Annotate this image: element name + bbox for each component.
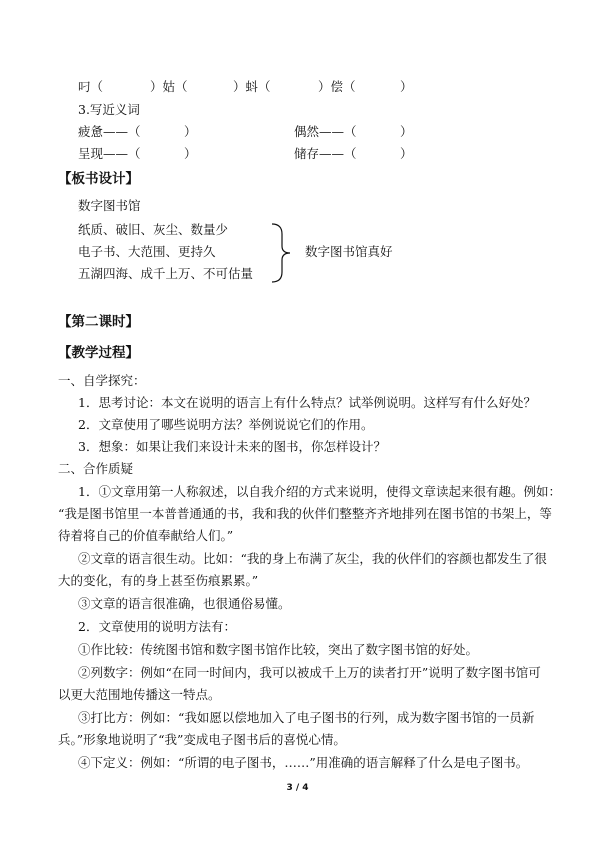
part2-para-line: 兵。”形象地说明了“我”变成电子图书后的喜悦心情。: [58, 732, 346, 747]
part2-para-line: ③文章的语言很准确，也很通俗易懂。: [78, 596, 291, 611]
fill-item-1: 叼（: [78, 79, 104, 94]
board-title: 数字图书馆: [78, 198, 141, 213]
synonym-right-word: 储存——（: [294, 146, 357, 161]
synonym-right-word: 偶然——（: [294, 124, 357, 139]
part2-para-line: “我是图书馆里一本普普通通的书，我和我的伙伴们整整齐齐地排列在图书馆的书架上，等: [58, 506, 552, 521]
board-design-heading: 【板书设计】: [58, 171, 139, 187]
part2-para-line: 1．①文章用第一人称叙述，以自我介绍的方式来说明，使得文章读起来很有趣。例如：: [78, 484, 561, 499]
curly-brace-icon: [268, 222, 298, 284]
board-line-2: 电子书、大范围、更持久: [78, 244, 216, 259]
part2-para-line: 大的变化，有的身上甚至伤痕累累。”: [58, 573, 259, 588]
synonym-right-close: ）: [400, 146, 413, 161]
teaching-process-heading: 【教学过程】: [58, 345, 139, 361]
part1-item-3: 3．想象：如果让我们来设计未来的图书，你怎样设计？: [78, 439, 386, 454]
synonym-left-close: ）: [184, 124, 197, 139]
part2-para-line: ②列数字：例如“在同一时间内，我可以被成千上万的读者打开”说明了数字图书馆可: [78, 665, 541, 680]
part2-para-line: ④下定义：例如：“所谓的电子图书，……”用准确的语言解释了什么是电子图书。: [78, 755, 529, 770]
board-line-1: 纸质、破旧、灰尘、数量少: [78, 222, 229, 237]
synonym-right-close: ）: [400, 124, 413, 139]
second-lesson-heading: 【第二课时】: [58, 314, 139, 330]
board-conclusion: 数字图书馆真好: [305, 244, 393, 259]
part2-title: 二、合作质疑: [58, 461, 134, 476]
part2-para-line: ①作比较：传统图书馆和数字图书馆作比较，突出了数字图书馆的好处。: [78, 642, 479, 657]
part2-para-line: ③打比方：例如：“我如愿以偿地加入了电子图书的行列，成为数字图书馆的一员新: [78, 710, 535, 725]
part1-item-1: 1．思考讨论：本文在说明的语言上有什么特点？试举例说明。这样写有什么好处？: [78, 395, 536, 410]
page-number: 3 / 4: [286, 783, 309, 793]
part2-para-line: ②文章的语言很生动。比如：“我的身上布满了灰尘，我的伙伴们的容颜也都发生了很: [78, 551, 547, 566]
fill-item-2: ）姑（: [150, 79, 188, 94]
fill-item-5: ）: [400, 79, 413, 94]
fill-item-3: ）蚪（: [233, 79, 271, 94]
part2-para-line: 2．文章使用的说明方法有：: [78, 619, 236, 634]
synonym-left-word: 呈现——（: [78, 146, 141, 161]
synonym-left-close: ）: [184, 146, 197, 161]
fill-item-4: ）偿（: [318, 79, 356, 94]
synonym-left-word: 疲惫——（: [78, 124, 141, 139]
part2-para-line: 以更大范围地传播这一特点。: [58, 687, 221, 702]
part2-para-line: 待着将自己的价值奉献给人们。”: [58, 528, 234, 543]
board-line-3: 五湖四海、成千上万、不可估量: [78, 266, 254, 281]
part1-item-2: 2．文章使用了哪些说明方法？举例说说它们的作用。: [78, 417, 374, 432]
part1-title: 一、自学探究：: [58, 373, 146, 388]
section-synonyms-title: 3.写近义词: [78, 102, 140, 117]
